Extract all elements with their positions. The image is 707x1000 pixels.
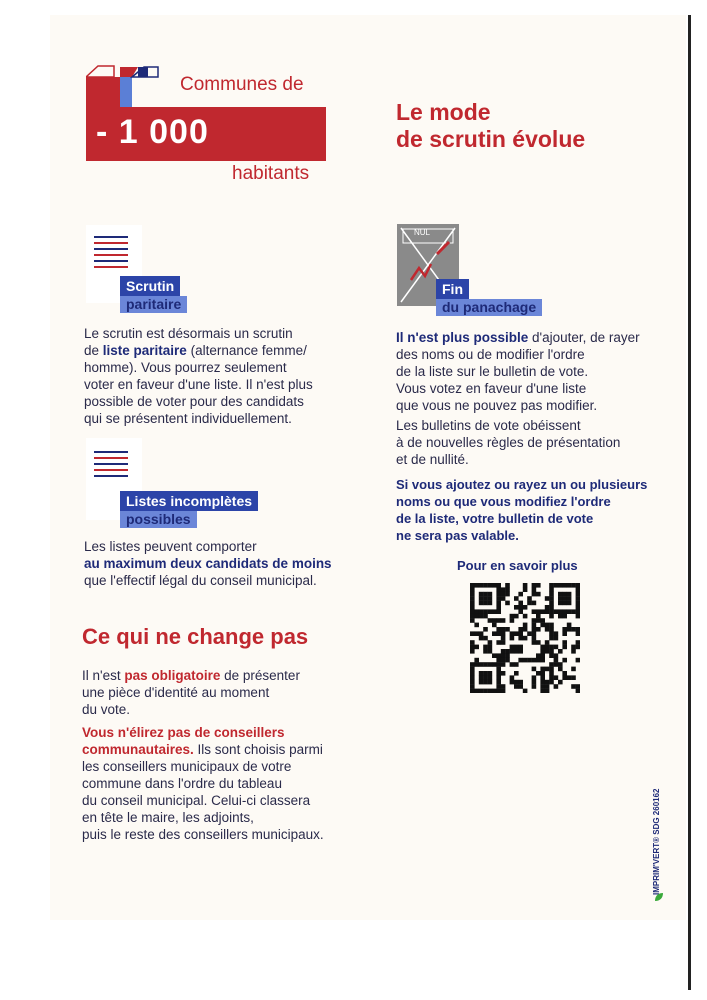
scrutin-paritaire-tag: [120, 276, 187, 314]
population-threshold: - 1 000: [96, 113, 209, 151]
scan-edge-line: [688, 15, 691, 990]
savoir-plus-label: Pour en savoir plus: [457, 558, 578, 573]
qr-code-icon[interactable]: [470, 583, 580, 693]
imprint-label: IMPRIM'VERT® SDG 260162: [652, 788, 661, 895]
fin-panachage-tag: [436, 279, 542, 317]
tag-scrutin: Scrutin: [120, 276, 180, 296]
communes-de-label: Communes de: [180, 74, 304, 95]
ne-change-pas-text-1: Il n'est pas obligatoire de présenter une pièce d'identité au moment du vote.: [82, 668, 300, 717]
leaf-icon: [654, 892, 664, 902]
tag-paritaire: paritaire: [120, 296, 187, 313]
habitants-label: habitants: [232, 163, 310, 184]
fin-panachage-text-2: Les bulletins de vote obéissent à de nouvelles règles de présentation et de nullité.: [396, 418, 621, 467]
tag-fin: Fin: [436, 279, 469, 299]
nul-label: NUL: [414, 228, 431, 237]
tag-possibles: possibles: [120, 511, 197, 528]
main-title-line2: de scrutin évolue: [396, 126, 586, 152]
main-title: [396, 99, 585, 153]
main-title-line1: Le mode: [396, 99, 491, 125]
tag-listes-incompletes: Listes incomplètes: [120, 491, 258, 511]
ne-change-pas-text-2: Vous n'élirez pas de conseillers communautaires. Ils sont choisis parmi les conseillers municipaux de votre commune dans l'ordre du tableau du conseil municipal. Celui-ci classera en tête le maire, les adjoints, puis le reste des conseillers municipaux.: [82, 725, 324, 842]
listes-incompletes-text: Les listes peuvent comporter au maximum deux candidats de moins que l'effectif légal du conseil municipal.: [84, 539, 332, 588]
fin-panachage-warning: Si vous ajoutez ou rayez un ou plusieurs noms ou que vous modifiez l'ordre de la liste, votre bulletin de vote ne sera pas valable.: [396, 477, 648, 543]
listes-incompletes-tag: [120, 491, 258, 529]
ne-change-pas-title: Ce qui ne change pas: [82, 624, 309, 649]
fin-panachage-text-1: Il n'est plus possible d'ajouter, de rayer des noms ou de modifier l'ordre de la liste sur le bulletin de vote. Vous votez en faveur d'une liste que vous ne pouvez pas modifier.: [396, 330, 640, 413]
scrutin-paritaire-text: Le scrutin est désormais un scrutin de liste paritaire (alternance femme/ homme). Vous pourrez seulement voter en faveur d'une liste. Il n'est plus possible de voter pour des candidats qui se présentent individuellement.: [84, 326, 313, 426]
tag-du-panachage: du panachage: [436, 299, 542, 316]
